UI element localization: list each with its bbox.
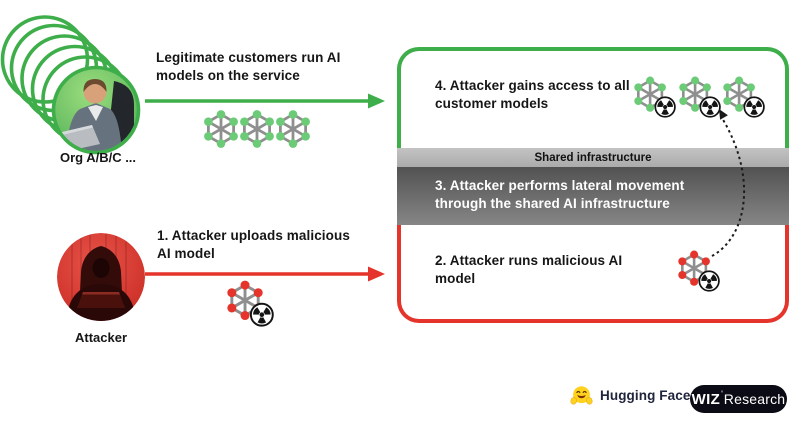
step3-text: 3. Attacker performs lateral movement through the shared AI infrastructure bbox=[435, 178, 685, 211]
step4-text: 4. Attacker gains access to all customer models bbox=[435, 78, 630, 111]
compromised-customer-model-icon bbox=[679, 76, 721, 123]
compromised-customer-model-icon bbox=[723, 76, 765, 123]
upload-flow-text: 1. Attacker uploads malicious AI model bbox=[157, 228, 350, 261]
radiation-icon bbox=[699, 271, 719, 291]
legit-flow-arrow bbox=[145, 94, 385, 109]
shared-infrastructure-bar: Shared infrastructure bbox=[397, 148, 789, 167]
compromised-customer-model-icon bbox=[634, 76, 676, 123]
radiation-icon bbox=[700, 97, 720, 117]
org-label: Org A/B/C ... bbox=[59, 150, 137, 165]
legit-flow-text: Legitimate customers run AI models on the service bbox=[156, 50, 341, 83]
radiation-icon bbox=[744, 97, 764, 117]
radiation-icon bbox=[655, 97, 675, 117]
wiz-logo-mark: ' bbox=[721, 389, 723, 399]
hugging-face-emoji-icon bbox=[570, 384, 593, 407]
org-photo bbox=[50, 64, 145, 159]
hugging-face-label: Hugging Face bbox=[600, 388, 691, 403]
wiz-research-badge bbox=[690, 385, 787, 413]
customer-model-icon bbox=[204, 110, 238, 153]
wiz-research-text: Research bbox=[723, 391, 786, 407]
ai-service-panel bbox=[397, 47, 789, 323]
org-avatar bbox=[0, 5, 150, 165]
hugging-face-logo bbox=[570, 384, 690, 407]
step2-text: 2. Attacker runs malicious AI model bbox=[435, 253, 623, 286]
wiz-logo-text: WIZ bbox=[691, 390, 721, 408]
attacker-avatar bbox=[56, 232, 146, 322]
running-malicious-model-icon bbox=[678, 250, 720, 297]
radiation-icon bbox=[251, 304, 273, 326]
malicious-model-icon bbox=[227, 280, 274, 332]
customer-model-icon bbox=[240, 110, 274, 153]
attacker-label: Attacker bbox=[74, 330, 128, 345]
customer-model-icon bbox=[276, 110, 310, 153]
